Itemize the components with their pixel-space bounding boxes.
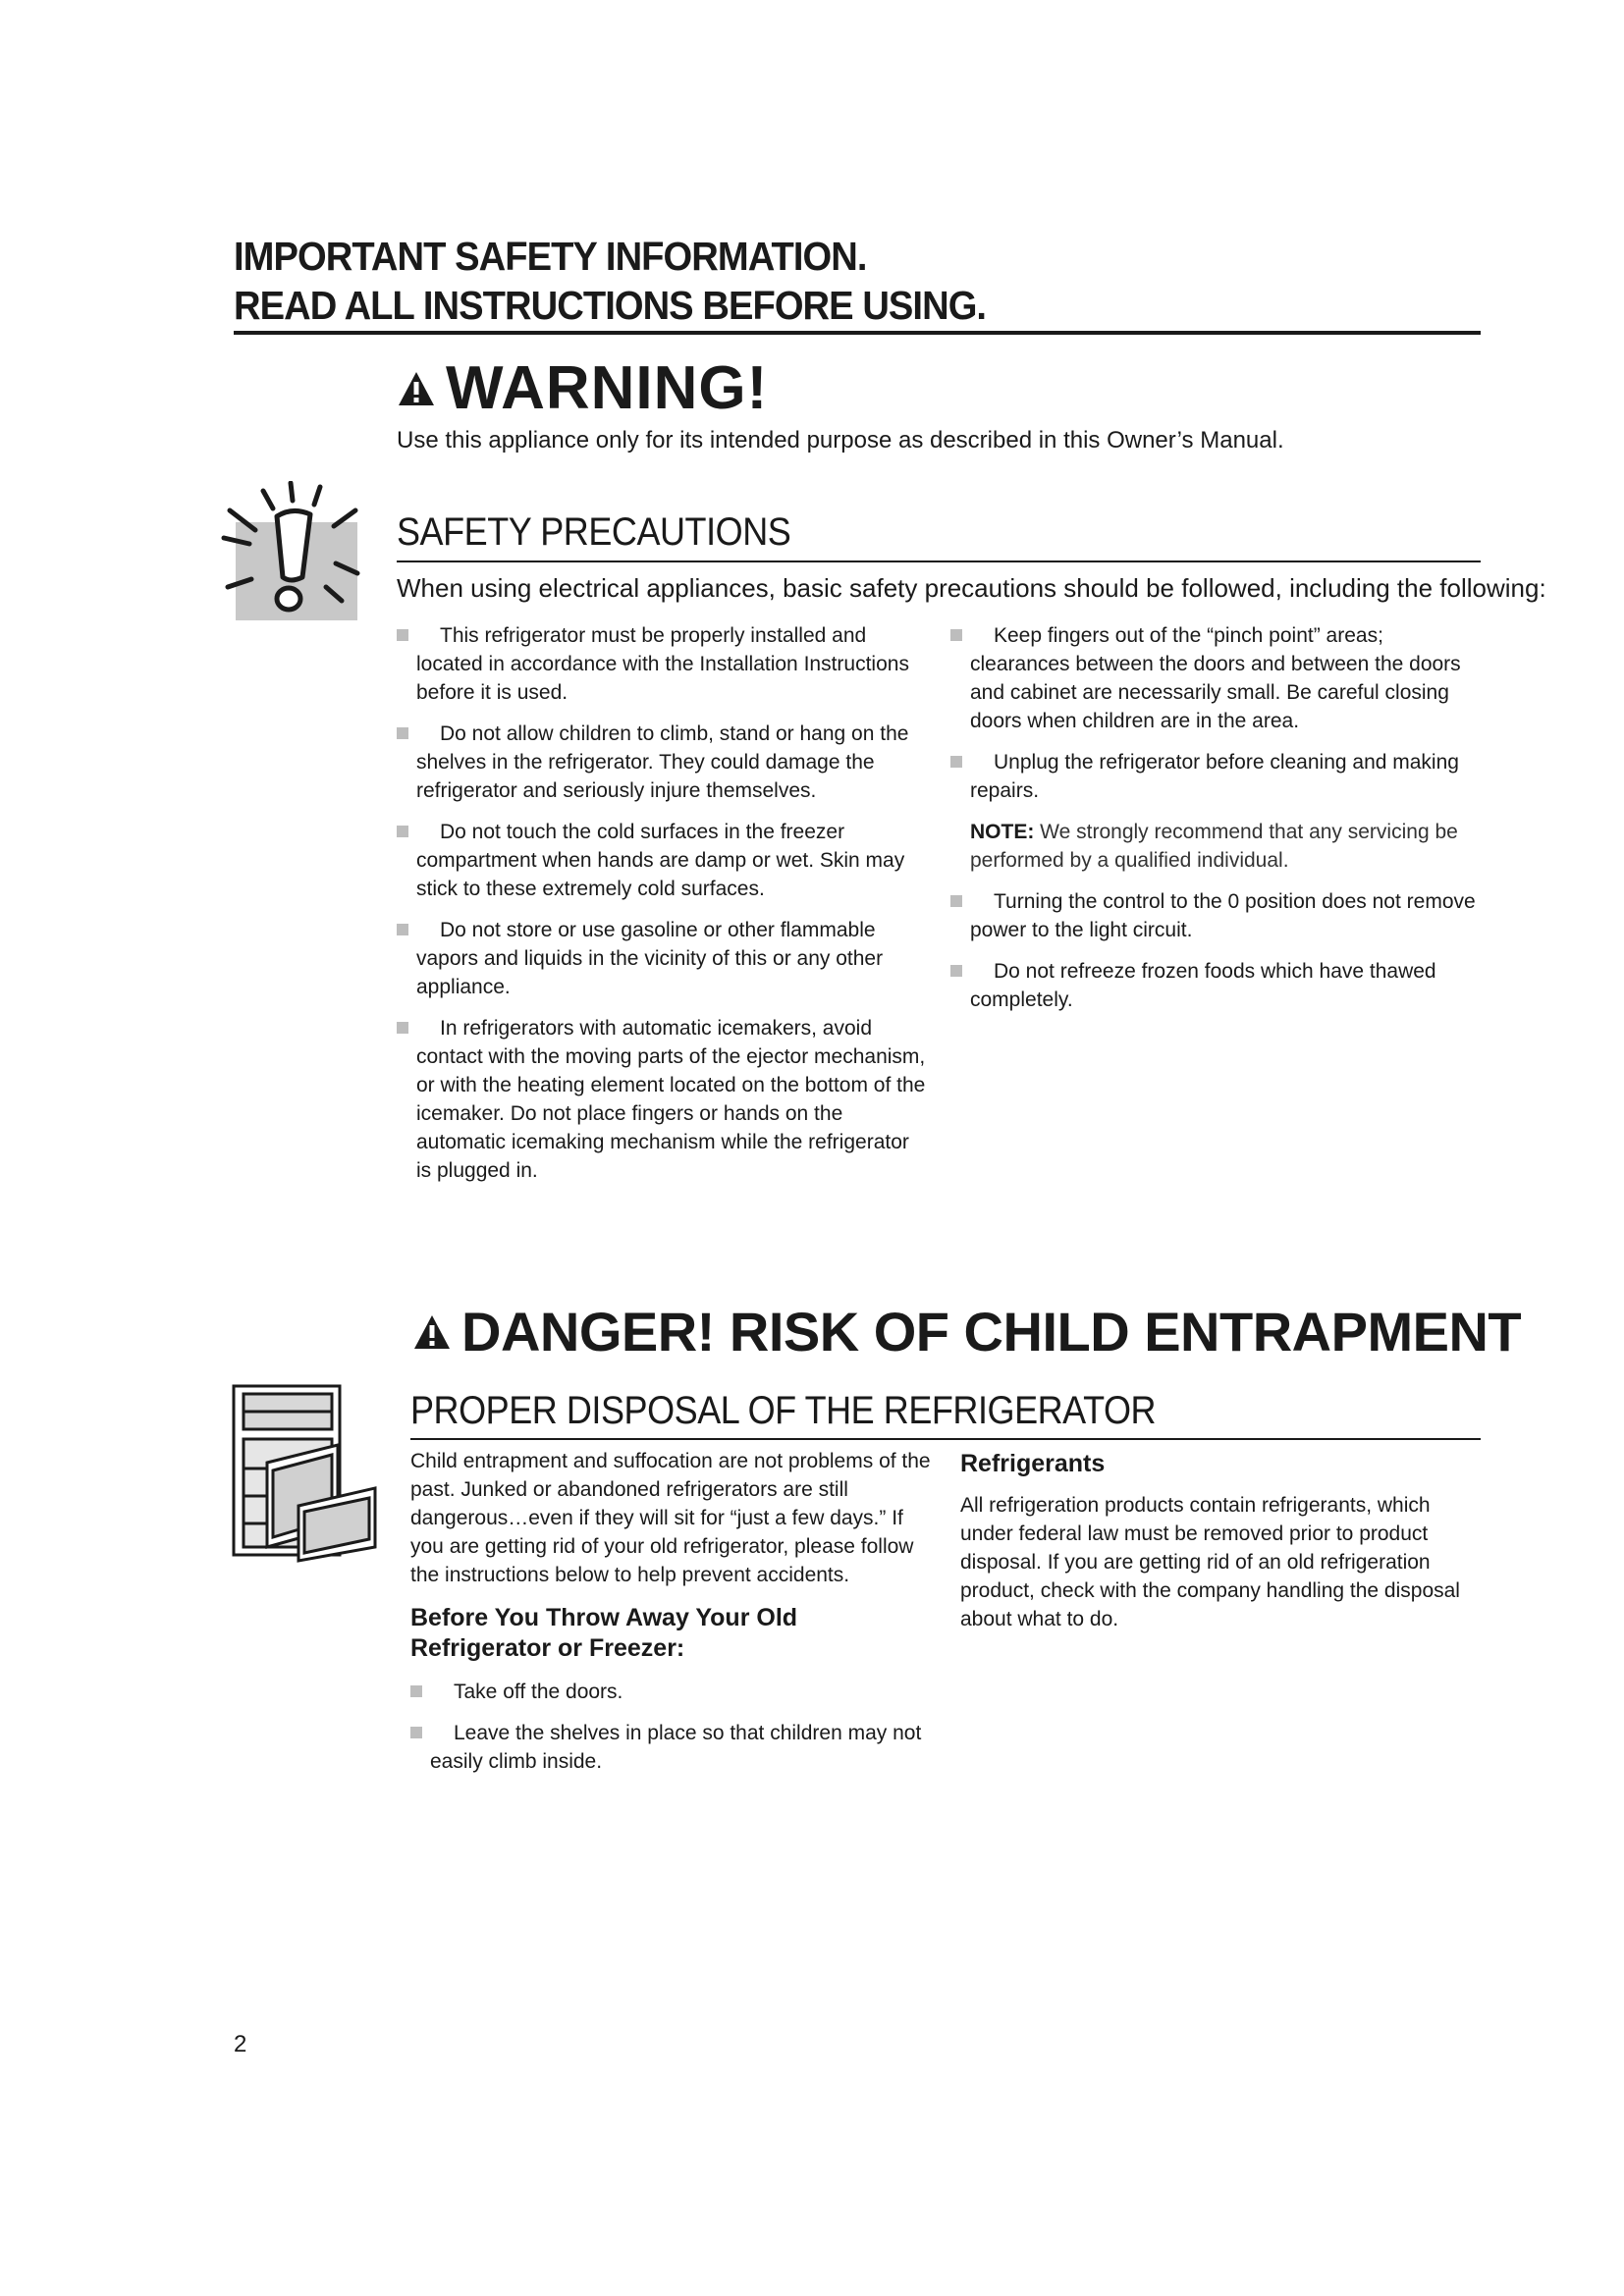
square-bullet-icon — [950, 965, 962, 977]
note-label: NOTE: — [970, 821, 1035, 843]
warning-title-text: WARNING! — [446, 354, 769, 422]
list-item: Do not allow children to climb, stand or hang on the shelves in the refrigerator. They could damage the refrigerator and seriously injure themselves. — [397, 720, 927, 805]
note — [970, 818, 1481, 875]
safety-heading: SAFETY PRECAUTIONS — [397, 510, 791, 554]
warning-intro: Use this appliance only for its intended purpose as described in this Owner’s Manual. — [397, 427, 1284, 454]
list-item: Do not store or use gasoline or other flammable vapors and liquids in the vicinity of this or any other appliance. — [397, 916, 927, 1001]
disposal-heading: PROPER DISPOSAL OF THE REFRIGERATOR — [410, 1389, 1157, 1432]
header-rule — [234, 331, 1481, 335]
note-text: We strongly recommend that any servicing be performed by a qualified individual. — [970, 821, 1458, 872]
square-bullet-icon — [397, 1022, 408, 1034]
before-heading-line-2: Refrigerator or Freezer: — [410, 1634, 685, 1662]
header-line-2: READ ALL INSTRUCTIONS BEFORE USING. — [234, 283, 987, 328]
danger-title — [412, 1298, 1521, 1366]
refrigerants-text: All refrigeration products contain refrigerants, which under federal law must be removed prior to product disposal. If you are getting rid of an old refrigeration product, check with the company handling the disposal about what to do. — [960, 1494, 1460, 1630]
warning-triangle-icon — [397, 370, 436, 407]
warning-triangle-icon — [412, 1313, 452, 1351]
refrigerants-column — [960, 1449, 1471, 1633]
list-item: Do not touch the cold surfaces in the freezer compartment when hands are damp or wet. Skin may stick to these extremely cold surfaces. — [397, 818, 927, 903]
square-bullet-icon — [950, 756, 962, 768]
square-bullet-icon — [410, 1727, 422, 1738]
disposal-left-column — [410, 1447, 936, 1789]
square-bullet-icon — [410, 1685, 422, 1697]
list-item: Turning the control to the 0 position does not remove power to the light circuit. — [950, 887, 1481, 944]
safety-intro: When using electrical appliances, basic safety precautions should be followed, including the following: — [397, 573, 1546, 603]
list-item: Do not refreeze frozen foods which have thawed completely. — [950, 957, 1481, 1014]
list-item: This refrigerator must be properly installed and located in accordance with the Installation Instructions before it is used. — [397, 621, 927, 707]
square-bullet-icon — [397, 826, 408, 837]
safety-left-column — [397, 621, 927, 1198]
square-bullet-icon — [397, 924, 408, 935]
list-item: Take off the doors. — [410, 1678, 936, 1706]
disposal-rule — [410, 1438, 1481, 1440]
before-heading-line-1: Before You Throw Away Your Old — [410, 1604, 798, 1631]
square-bullet-icon — [950, 629, 962, 641]
square-bullet-icon — [397, 727, 408, 739]
list-item: In refrigerators with automatic icemakers, avoid contact with the moving parts of the ejector mechanism, or with the heating element located on the bottom of the icemaker. Do not place fingers or hands on the automatic icemaking mechanism while the refrigerator is plugged in. — [397, 1014, 927, 1185]
page-header — [234, 232, 1393, 330]
refrigerants-heading: Refrigerants — [960, 1450, 1106, 1477]
square-bullet-icon — [950, 895, 962, 907]
square-bullet-icon — [397, 629, 408, 641]
warning-title — [397, 351, 768, 426]
header-line-1: IMPORTANT SAFETY INFORMATION. — [234, 234, 867, 279]
disposal-intro: Child entrapment and suffocation are not problems of the past. Junked or abandoned refrigerators are still dangerous…even if they will sit for “just a few days.” If you are getting rid of your old refrigerator, please follow the instructions below to help prevent accidents. — [410, 1450, 931, 1586]
refrigerator-open-doors-icon — [228, 1380, 385, 1567]
safety-rule — [397, 561, 1481, 562]
page-number: 2 — [234, 2031, 247, 2057]
caution-exclamation-icon — [220, 481, 367, 628]
safety-right-column — [950, 621, 1481, 1027]
list-item: Unplug the refrigerator before cleaning and making repairs. — [950, 748, 1481, 805]
list-item: Keep fingers out of the “pinch point” areas; clearances between the doors and between the doors and cabinet are necessarily small. Be careful closing doors when children are in the area. — [950, 621, 1481, 735]
list-item: Leave the shelves in place so that children may not easily climb inside. — [410, 1719, 936, 1776]
danger-title-text: DANGER! RISK OF CHILD ENTRAPMENT — [461, 1301, 1522, 1362]
before-heading — [410, 1603, 936, 1664]
